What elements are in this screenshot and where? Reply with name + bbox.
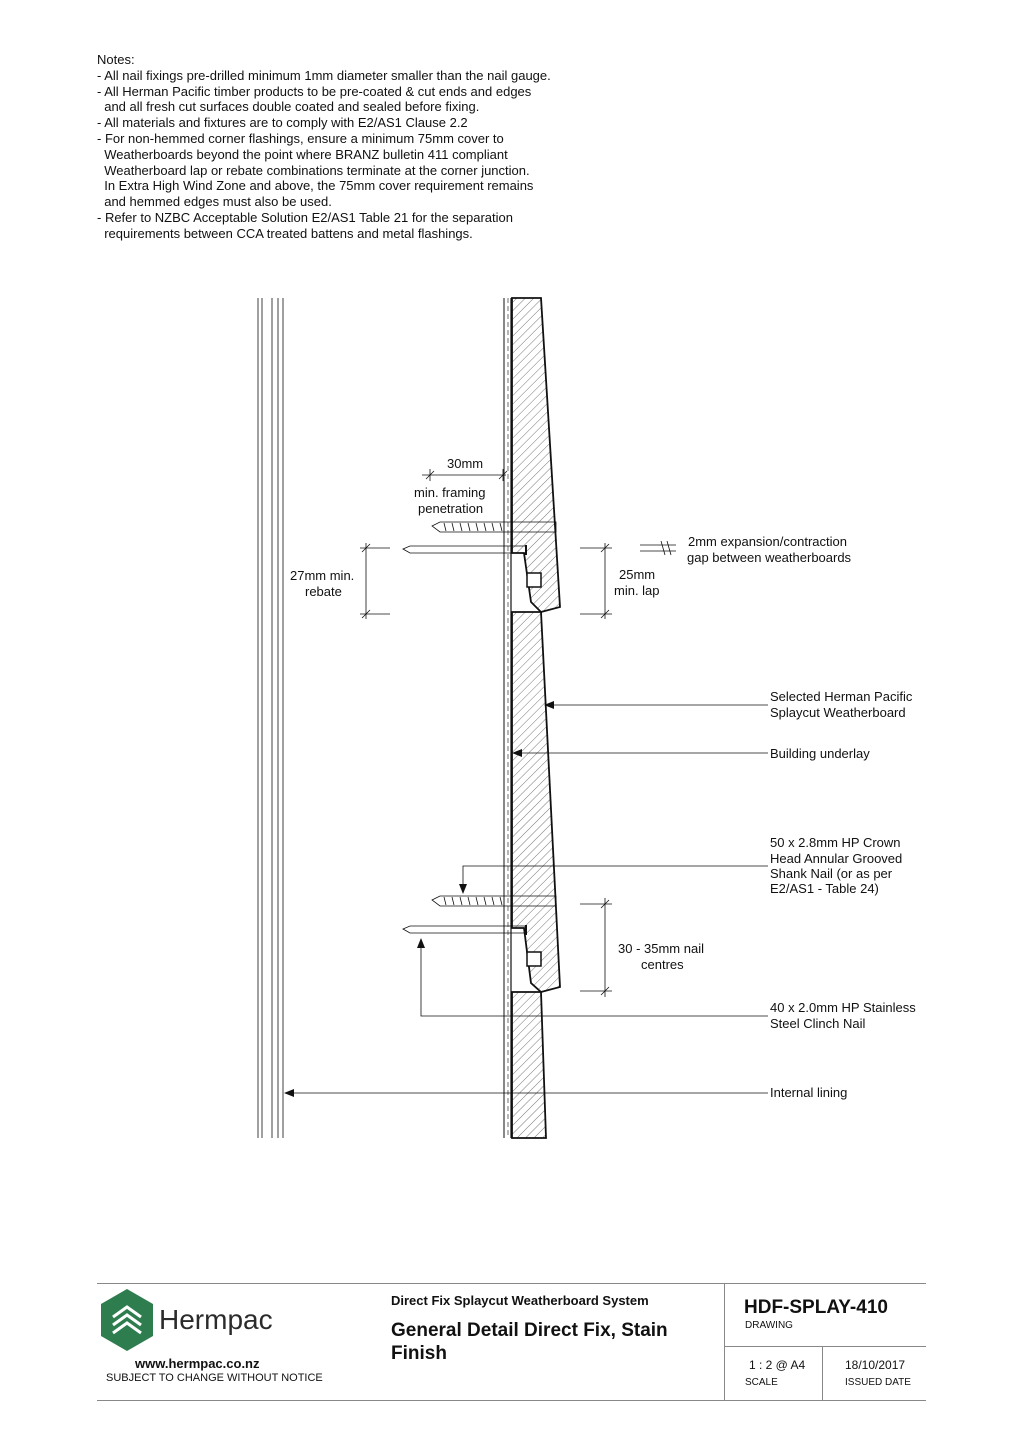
dim-lap — [580, 543, 612, 619]
note-line: - All nail fixings pre-drilled minimum 1mm diameter smaller than the nail gauge. — [97, 67, 551, 83]
clinch-nail-bottom — [403, 925, 526, 935]
scale-value: 1 : 2 @ A4 — [749, 1358, 806, 1372]
note-line: - For non-hemmed corner flashings, ensure a minimum 75mm cover to — [97, 130, 504, 146]
weatherboard-middle — [512, 612, 560, 992]
note-line: Weatherboard lap or rebate combinations terminate at the corner junction. — [97, 162, 530, 178]
note-line: and hemmed edges must also be used. — [97, 194, 332, 210]
callout-clinch-nail-1: 40 x 2.0mm HP Stainless — [770, 1000, 916, 1015]
issued-date-label: ISSUED DATE — [845, 1377, 911, 1388]
callout-weatherboard-1: Selected Herman Pacific — [770, 689, 913, 704]
dim-penetration-text-1: min. framing — [414, 485, 486, 500]
clinch-block-top — [527, 573, 541, 587]
note-line: and all fresh cut surfaces double coated and sealed before fixing. — [97, 99, 480, 115]
callout-clinch-nail-2: Steel Clinch Nail — [770, 1016, 866, 1031]
hermpac-logo-icon — [97, 1287, 157, 1353]
internal-lining — [258, 298, 283, 1138]
brand-name: Hermpac — [159, 1304, 273, 1335]
callout-weatherboard-2: Splaycut Weatherboard — [770, 705, 906, 720]
callout-crown-nail-2: Head Annular Grooved — [770, 851, 903, 866]
callout-lining: Internal lining — [770, 1085, 848, 1100]
dim-rebate-2: rebate — [305, 584, 342, 599]
drawing-title: General Detail Direct Fix, Stain Finish — [391, 1320, 668, 1364]
dim-gap — [640, 541, 676, 555]
note-line: - Refer to NZBC Acceptable Solution E2/AS1 Table 21 for the separation — [97, 209, 513, 225]
dim-penetration-text-2: penetration — [418, 501, 484, 516]
callout-crown-nail-4: E2/AS1 - Table 24) — [770, 881, 879, 896]
dim-gap-1: 2mm expansion/contraction — [688, 534, 847, 549]
callout-crown-nail-1: 50 x 2.8mm HP Crown — [770, 835, 901, 850]
callout-crown-nail-3: Shank Nail (or as per — [770, 866, 893, 881]
dim-rebate-1: 27mm min. — [290, 568, 355, 583]
dim-centres-2: centres — [641, 957, 684, 972]
note-line: In Extra High Wind Zone and above, the 75mm cover requirement remains — [97, 178, 534, 194]
note-line: requirements between CCA treated battens and metal flashings. — [97, 225, 473, 241]
scale-label: SCALE — [745, 1377, 778, 1388]
note-line: - All materials and fixtures are to comply with E2/AS1 Clause 2.2 — [97, 115, 468, 131]
note-line: - All Herman Pacific timber products to be pre-coated & cut ends and edges — [97, 83, 532, 99]
drawing-number: HDF-SPLAY-410 — [744, 1297, 888, 1318]
issued-date-value: 18/10/2017 — [845, 1358, 906, 1372]
weatherboard-top — [512, 298, 560, 612]
dim-centres-1: 30 - 35mm nail — [618, 941, 704, 956]
notice-text: SUBJECT TO CHANGE WITHOUT NOTICE — [106, 1372, 323, 1384]
note-line: Notes: — [97, 52, 135, 67]
callout-underlay: Building underlay — [770, 746, 870, 761]
drawing-label: DRAWING — [745, 1320, 793, 1331]
weatherboard-bottom — [512, 992, 546, 1138]
title-block — [97, 1283, 926, 1401]
dim-rebate — [360, 543, 390, 619]
note-line: Weatherboards beyond the point where BRANZ bulletin 411 compliant — [97, 146, 508, 162]
framing-face — [504, 298, 508, 1138]
clinch-block-bottom — [527, 952, 541, 966]
dim-centres — [580, 898, 612, 997]
clinch-nail-top — [403, 545, 526, 555]
dim-lap-2: min. lap — [614, 583, 660, 598]
dim-penetration-value: 30mm — [447, 456, 484, 471]
website-link[interactable]: www.hermpac.co.nz — [135, 1356, 260, 1371]
weatherboards — [512, 298, 560, 1138]
dim-lap-1: 25mm — [619, 567, 656, 582]
system-title: Direct Fix Splaycut Weatherboard System — [391, 1293, 649, 1308]
dim-gap-2: gap between weatherboards — [687, 550, 852, 565]
